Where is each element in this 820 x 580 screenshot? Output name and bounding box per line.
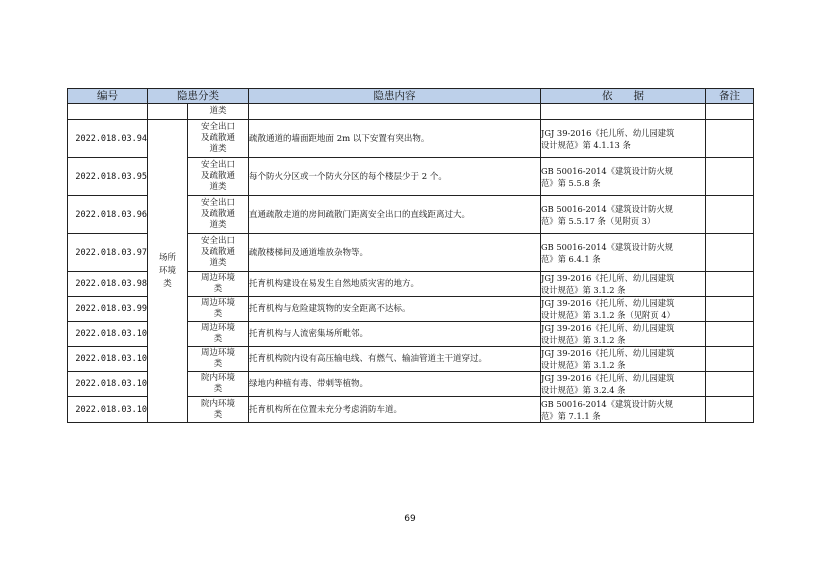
table-cell-content: 托育机构建设在易发生自然地质灾害的地方。	[249, 272, 541, 297]
table-cell-note	[706, 104, 754, 120]
table-cell-note	[706, 372, 754, 397]
table-cell-note	[706, 297, 754, 322]
table-cell-sub-category: 周边环境 类	[188, 297, 249, 322]
table-cell-basis: JGJ 39-2016《托儿所、幼儿园建筑 设计规范》第 3.1.2 条	[541, 347, 706, 372]
table-cell-basis: GB 50016-2014《建筑设计防火规 范》第 5.5.8 条	[541, 158, 706, 196]
table-cell-basis: JGJ 39-2016《托儿所、幼儿园建筑 设计规范》第 3.1.2 条	[541, 272, 706, 297]
table-cell-main-category: 场所 环境 类	[148, 120, 188, 423]
header-category: 隐患分类	[148, 89, 249, 104]
table-cell-code: 2022.018.03.97	[68, 234, 148, 272]
header-code: 编号	[68, 89, 148, 104]
table-cell-sub-category: 安全出口 及疏散通 道类	[188, 234, 249, 272]
table-cell-note	[706, 158, 754, 196]
table-cell-code: 2022.018.03.99	[68, 297, 148, 322]
table-cell-content	[249, 104, 541, 120]
table-cell-main-category	[148, 104, 188, 120]
header-content: 隐患内容	[249, 89, 541, 104]
table-cell-sub-category: 安全出口 及疏散通 道类	[188, 158, 249, 196]
table-cell-sub-category: 院内环境 类	[188, 372, 249, 397]
table-cell-note	[706, 397, 754, 423]
table-cell-basis: JGJ 39-2016《托儿所、幼儿园建筑 设计规范》第 3.2.4 条	[541, 372, 706, 397]
hazard-table	[67, 88, 754, 423]
table-row	[68, 120, 754, 158]
table-cell-sub-category: 周边环境 类	[188, 347, 249, 372]
table-cell-basis: JGJ 39-2016《托儿所、幼儿园建筑 设计规范》第 4.1.13 条	[541, 120, 706, 158]
table-header-row	[68, 89, 754, 104]
table-cell-content: 疏散楼梯间及通道堆放杂物等。	[249, 234, 541, 272]
table-cell-code: 2022.018.03.95	[68, 158, 148, 196]
table-cell-code: 2022.018.03.96	[68, 196, 148, 234]
table-cell-code: 2022.018.03.10	[68, 372, 148, 397]
table-cell-note	[706, 322, 754, 347]
table-cell-content: 每个防火分区或一个防火分区的每个楼层少于 2 个。	[249, 158, 541, 196]
table-cell-note	[706, 196, 754, 234]
table-cell-sub-category: 安全出口 及疏散通 道类	[188, 196, 249, 234]
header-basis: 依 据	[541, 89, 706, 104]
table-cell-sub-category: 周边环境 类	[188, 272, 249, 297]
table-cell-content: 托育机构院内设有高压输电线、有燃气、输油管道主干道穿过。	[249, 347, 541, 372]
table-cell-code: 2022.018.03.10	[68, 322, 148, 347]
table-cell-content: 托育机构所在位置未充分考虑消防车道。	[249, 397, 541, 423]
page-number: 69	[404, 514, 416, 524]
table-cell-note	[706, 120, 754, 158]
table-cell-code: 2022.018.03.94	[68, 120, 148, 158]
table-cell-content: 托育机构与人流密集场所毗邻。	[249, 322, 541, 347]
table-cell-basis: GB 50016-2014《建筑设计防火规 范》第 6.4.1 条	[541, 234, 706, 272]
table-cell-basis: JGJ 39-2016《托儿所、幼儿园建筑 设计规范》第 3.1.2 条	[541, 322, 706, 347]
table-cell-code: 2022.018.03.98	[68, 272, 148, 297]
table-cell-note	[706, 272, 754, 297]
table-cell-sub-category: 院内环境 类	[188, 397, 249, 423]
table-cell-sub-category: 周边环境 类	[188, 322, 249, 347]
continued-row	[68, 104, 754, 120]
table-cell-note	[706, 347, 754, 372]
header-note: 备注	[706, 89, 754, 104]
table-cell-content: 直通疏散走道的房间疏散门距离安全出口的直线距离过大。	[249, 196, 541, 234]
table-cell-sub-category: 安全出口 及疏散通 道类	[188, 120, 249, 158]
table-cell-basis	[541, 104, 706, 120]
table-cell-code: 2022.018.03.10	[68, 347, 148, 372]
table-cell-content: 疏散通道的墙面距地面 2m 以下安置有突出物。	[249, 120, 541, 158]
table-cell-sub-category: 道类	[188, 104, 249, 120]
table-cell-content: 托育机构与危险建筑物的安全距离不达标。	[249, 297, 541, 322]
table-cell-basis: GB 50016-2014《建筑设计防火规 范》第 5.5.17 条（见附页 3）	[541, 196, 706, 234]
table-cell-note	[706, 234, 754, 272]
table-cell-code	[68, 104, 148, 120]
table-cell-basis: GB 50016-2014《建筑设计防火规 范》第 7.1.1 条	[541, 397, 706, 423]
table-cell-code: 2022.018.03.10	[68, 397, 148, 423]
table-cell-content: 绿地内种植有毒、带刺等植物。	[249, 372, 541, 397]
table-cell-basis: JGJ 39-2016《托儿所、幼儿园建筑 设计规范》第 3.1.2 条（见附页 4）	[541, 297, 706, 322]
